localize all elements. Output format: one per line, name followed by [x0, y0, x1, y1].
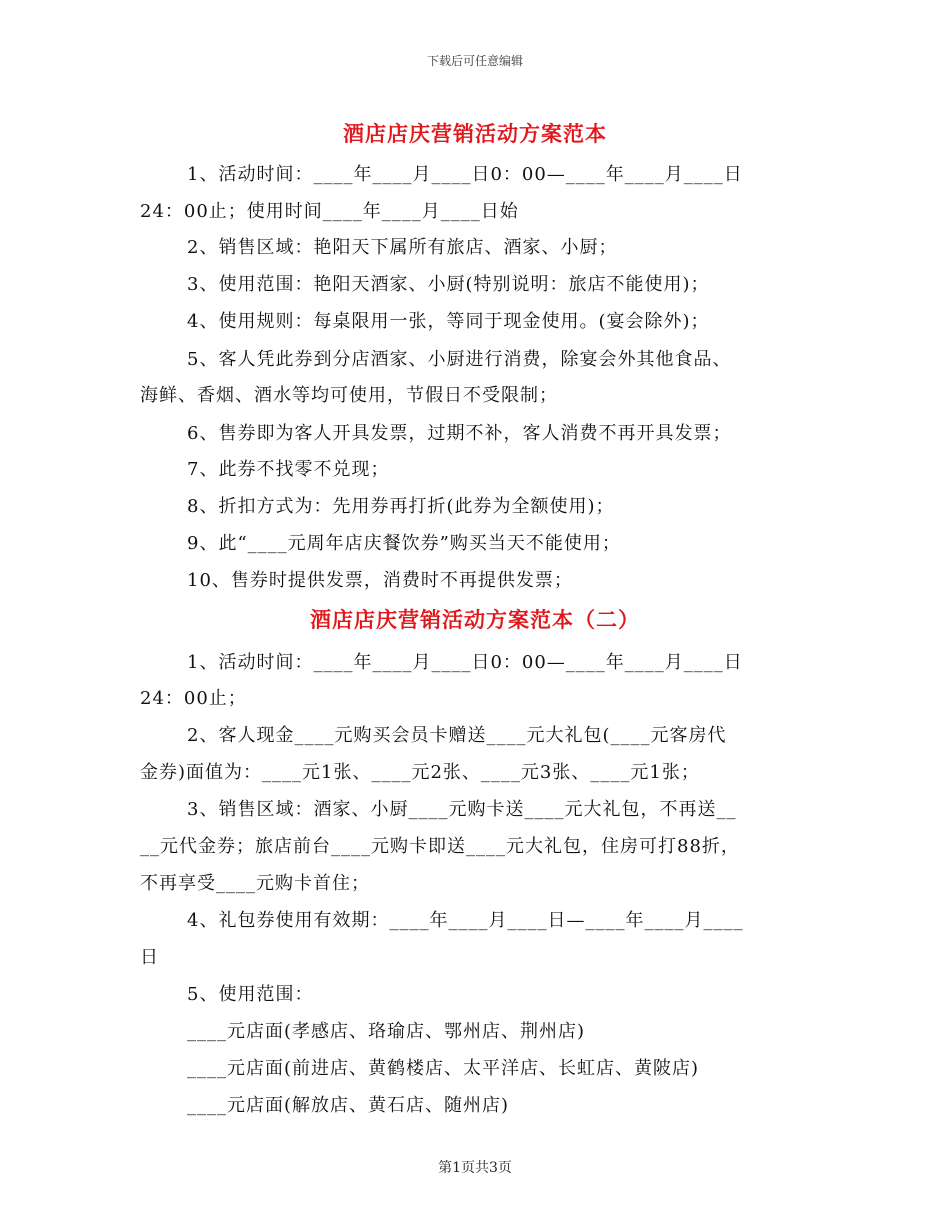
- section2-line: 金券)面值为：____元1张、____元2张、____元3张、____元1张；: [140, 762, 700, 783]
- section1-line: 2、销售区域：艳阳天下属所有旅店、酒家、小厨；: [187, 237, 618, 258]
- section1-line: 海鲜、香烟、酒水等均可使用，节假日不受限制；: [140, 385, 558, 406]
- section2-line: 2、客人现金____元购买会员卡赠送____元大礼包(____元客房代: [187, 725, 727, 746]
- section2-title: 酒店店庆营销活动方案范本（二）: [310, 607, 640, 632]
- section1-line: 3、使用范围：艳阳天酒家、小厨(特别说明：旅店不能使用)；: [187, 274, 710, 295]
- section1-line: 10、售券时提供发票，消费时不再提供发票；: [187, 570, 573, 591]
- section2-line: 24：00止；: [140, 688, 247, 709]
- section2-line: 1、活动时间：____年____月____日0：00—____年____月____日: [187, 652, 743, 673]
- section2-line: 5、使用范围：: [187, 984, 314, 1005]
- section1-line: 6、售券即为客人开具发票，过期不补，客人消费不再开具发票；: [187, 423, 732, 444]
- section1-line: 9、此“____元周年店庆餐饮券”购买当天不能使用；: [187, 533, 621, 554]
- section2-line: __元代金券；旅店前台____元购卡即送____元大礼包，住房可打88折，: [140, 836, 740, 857]
- section1-line: 5、客人凭此券到分店酒家、小厨进行消费，除宴会外其他食品、: [187, 349, 732, 370]
- section2-line: 不再享受____元购卡首住；: [140, 873, 370, 894]
- page-footer: 第1页共3页: [438, 1160, 512, 1176]
- section1-line: 4、使用规则：每桌限用一张，等同于现金使用。(宴会除外)；: [187, 311, 710, 332]
- section2-line: 3、销售区域：酒家、小厨____元购卡送____元大礼包，不再送__: [187, 799, 737, 820]
- section1-line: 1、活动时间：____年____月____日0：00—____年____月____日: [187, 164, 743, 185]
- section2-line: 日: [140, 947, 159, 968]
- section2-line: ____元店面(解放店、黄石店、随州店): [187, 1095, 510, 1116]
- section2-line: ____元店面(前进店、黄鹤楼店、太平洋店、长虹店、黄陂店): [187, 1058, 700, 1079]
- section1-title: 酒店店庆营销活动方案范本: [343, 121, 607, 146]
- section2-line: ____元店面(孝感店、珞瑜店、鄂州店、荆州店): [187, 1021, 586, 1042]
- section2-line: 4、礼包券使用有效期：____年____月____日—____年____月____: [187, 910, 744, 931]
- section1-line: 8、折扣方式为：先用券再打折(此券为全额使用)；: [187, 496, 615, 517]
- page-header: 下载后可任意编辑: [426, 54, 523, 68]
- section1-line: 24：00止；使用时间____年____月____日始: [140, 201, 519, 222]
- section1-line: 7、此券不找零不兑现；: [187, 459, 390, 480]
